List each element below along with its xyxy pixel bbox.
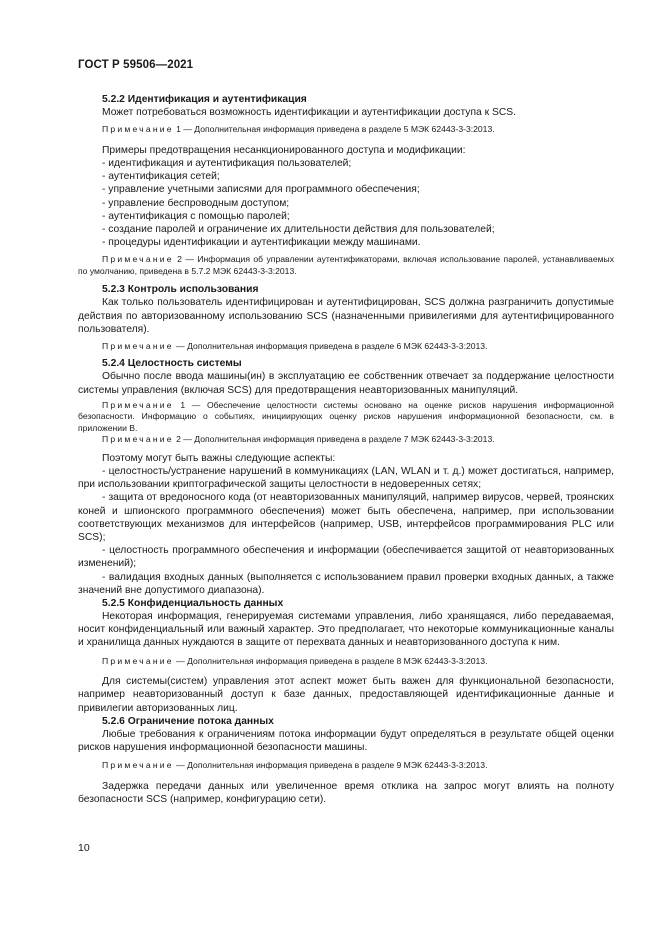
note-label: Примечание <box>102 399 174 410</box>
section-5-2-5-title: 5.2.5 Конфиденциальность данных <box>102 598 284 610</box>
section-5-2-4-note-2: Примечание 2 — Дополнительная информация приведена в разделе 7 МЭК 62443-3-3:2013. <box>102 434 495 445</box>
note-label: Примечание <box>102 434 174 445</box>
page-content <box>78 93 614 806</box>
section-5-2-3-note: Примечание — Дополнительная информация приведена в разделе 6 МЭК 62443-3-3:2013. <box>102 340 488 351</box>
section-5-2-2-list-intro: Примеры предотвращения несанкционированного доступа и модификации: <box>102 144 466 156</box>
section-5-2-4-title: 5.2.4 Целостность системы <box>102 358 242 370</box>
list-item: - процедуры идентификации и аутентификации между машинами. <box>102 237 421 249</box>
list-item: - создание паролей и ограничение их длительности действия для пользователей; <box>102 223 495 235</box>
section-5-2-2-title: 5.2.2 Идентификация и аутентификация <box>102 94 307 105</box>
note-label: Примечание <box>102 340 174 351</box>
list-item: - управление учетными записями для программного обеспечения; <box>102 184 420 196</box>
section-5-2-3-title: 5.2.3 Контроль использования <box>102 284 259 296</box>
section-5-2-5-paragraph-2: Для системы(систем) управления этот аспект может быть важен для функциональной безопасности, например неавторизованный доступ к базе данных, предоставляющей идентификационные данные и привилегии авторизованных лиц. <box>78 676 614 714</box>
list-item: - аутентификация сетей; <box>102 171 220 183</box>
list-item: - валидация входных данных (выполняется с использованием правил проверки входных данных, а также значений вне допустимого диапазона). <box>78 571 614 596</box>
section-5-2-4-list-intro: Поэтому могут быть важны следующие аспекты: <box>102 452 336 464</box>
note-label: Примечание <box>102 254 174 265</box>
list-item: - аутентификация с помощью паролей; <box>102 210 290 222</box>
section-5-2-2-note-1: Примечание 1 — Дополнительная информация приведена в разделе 5 МЭК 62443-3-3:2013. <box>102 124 495 135</box>
list-item: - идентификация и аутентификация пользователей; <box>102 157 352 169</box>
note-label: Примечание <box>102 760 174 771</box>
section-5-2-5-note: Примечание — Дополнительная информация приведена в разделе 8 МЭК 62443-3-3:2013. <box>102 655 488 666</box>
section-5-2-6-note: Примечание — Дополнительная информация приведена в разделе 9 МЭК 62443-3-3:2013. <box>102 760 488 771</box>
list-item: - защита от вредоносного кода (от неавторизованных манипуляций, например вирусов, червей, троянских коней и шпионского программного обеспечения) может быть обеспечена, например, при использовании соответствующих механизмов для интерфейсов (например, USB, интерфейсов программирования PLC или SCS); <box>78 492 614 544</box>
section-5-2-6-paragraph-1: Любые требования к ограничениям потока информации будут определяться в результате общей оценки рисков нарушения информационной безопасности машины. <box>78 728 614 753</box>
section-5-2-4-paragraph: Обычно после ввода машины(ин) в эксплуатацию ее собственник отвечает за поддержание целостности системы управления (включая SCS) для предотвращения неавторизованных манипуляций. <box>78 371 614 396</box>
document-header: ГОСТ Р 59506—2021 <box>78 59 194 71</box>
section-5-2-6-title: 5.2.6 Ограничение потока данных <box>102 715 274 727</box>
list-item: - целостность программного обеспечения и информации (обеспечивается защитой от неавторизованных изменений); <box>78 545 614 570</box>
section-5-2-2-paragraph: Может потребоваться возможность идентификации и аутентификации доступа к SCS. <box>102 107 517 118</box>
list-item: - управление беспроводным доступом; <box>102 197 290 209</box>
page-number: 10 <box>78 842 90 854</box>
section-5-2-6-paragraph-2: Задержка передачи данных или увеличенное время отклика на запрос могут влиять на полноту безопасности SCS (например, конфигурацию сети). <box>78 780 614 805</box>
list-item: - целостность/устранение нарушений в коммуникациях (LAN, WLAN и т. д.) может достигаться, например, при использовании криптографической защиты целостности в недоверенных сетях; <box>78 466 614 491</box>
note-label: Примечание <box>102 655 174 666</box>
section-5-2-5-paragraph-1: Некоторая информация, генерируемая системами управления, либо хранящаяся, либо передаваемая, носит конфиденциальный или важный характер. Это предполагает, что некоторые коммуникационные каналы и хранилища данных нуждаются в защите от перехвата данных и неавторизованного доступа к ним. <box>78 611 614 649</box>
section-5-2-4-note-1: Примечание 1 — Обеспечение целостности системы основано на оценке рисков нарушения информационной безопасности. Информацию о событиях, инициирующих оценку рисков нарушения информационной безопасности, см. в приложении В. <box>78 399 614 433</box>
note-label: Примечание <box>102 124 174 135</box>
section-5-2-3-paragraph: Как только пользователь идентифицирован и аутентифицирован, SCS должна разграничить допустимые действия по авторизованному использованию SCS (назначенными привилегиями для аутентифицированного пользователя). <box>78 297 614 335</box>
section-5-2-2-note-2: Примечание 2 — Информация об управлении аутентификаторами, включая использование паролей, устанавливаемых по умолчанию, приведена в 5.7.2 МЭК 62443-3-3:2013. <box>78 254 614 276</box>
